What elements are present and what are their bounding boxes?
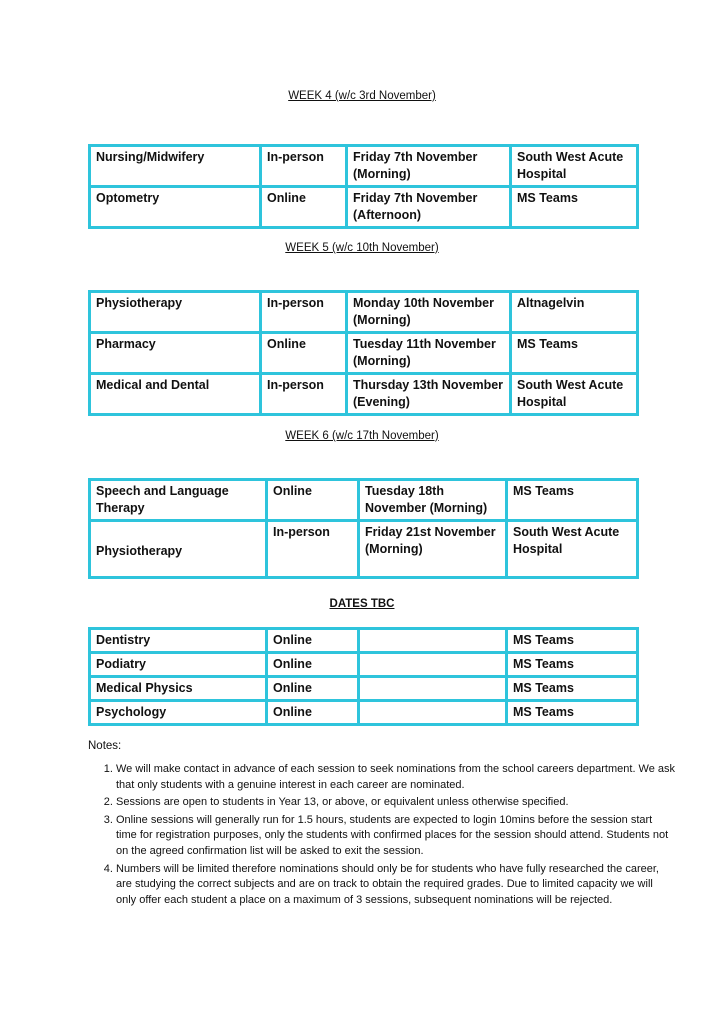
location-cell: Altnagelvin	[511, 292, 638, 333]
notes-title: Notes:	[88, 740, 122, 752]
mode-cell: Online	[267, 677, 359, 701]
mode-cell: Online	[267, 480, 359, 521]
career-cell: Physiotherapy	[90, 292, 261, 333]
career-cell: Psychology	[90, 701, 267, 725]
career-cell: Medical and Dental	[90, 374, 261, 415]
career-cell: Pharmacy	[90, 333, 261, 374]
date-cell	[359, 677, 507, 701]
location-cell: MS Teams	[511, 333, 638, 374]
table-row	[90, 374, 638, 415]
career-cell: Nursing/Midwifery	[90, 146, 261, 187]
week6-heading: WEEK 6 (w/c 17th November)	[285, 430, 439, 442]
career-cell: Physiotherapy	[90, 521, 267, 578]
table-row	[90, 292, 638, 333]
table-row	[90, 653, 638, 677]
mode-cell: Online	[267, 629, 359, 653]
tbc-heading: DATES TBC	[329, 598, 395, 610]
week4-table	[88, 144, 639, 229]
mode-cell: Online	[261, 187, 347, 228]
mode-cell: In-person	[261, 146, 347, 187]
table-row	[90, 333, 638, 374]
note-item: 4. Numbers will be limited therefore nominations should only be for students who have fully researched the career, are studying the correct subjects and are on track to obtain the required grades. Due to limited capacity we will only offer each student a place on a maximum of 3 sessions, subsequent nominations will be rejected.	[116, 862, 676, 909]
career-cell: Podiatry	[90, 653, 267, 677]
date-cell	[359, 653, 507, 677]
location-cell: MS Teams	[507, 677, 638, 701]
table-row	[90, 677, 638, 701]
table-row	[90, 480, 638, 521]
tbc-table	[88, 627, 639, 726]
location-cell: South West Acute Hospital	[511, 146, 638, 187]
location-cell: MS Teams	[511, 187, 638, 228]
mode-cell: Online	[267, 653, 359, 677]
location-cell: MS Teams	[507, 653, 638, 677]
date-cell: Friday 7th November (Morning)	[347, 146, 511, 187]
note-item: 3. Online sessions will generally run for 1.5 hours, students are expected to login 10mins before the session start time for registration purposes, only the students with confirmed places for the session should attend. Students not on the agreed confirmation list will be asked to exit the session.	[116, 813, 676, 860]
week4-heading: WEEK 4 (w/c 3rd November)	[288, 90, 436, 102]
location-cell: South West Acute Hospital	[511, 374, 638, 415]
mode-cell: In-person	[267, 521, 359, 578]
table-row	[90, 521, 638, 578]
note-item: 1. We will make contact in advance of each session to seek nominations from the school careers department. We ask that only students with a genuine interest in each career are nominated.	[116, 762, 676, 793]
career-cell: Speech and Language Therapy	[90, 480, 267, 521]
table-row	[90, 629, 638, 653]
career-cell: Medical Physics	[90, 677, 267, 701]
date-cell: Friday 21st November (Morning)	[359, 521, 507, 578]
date-cell: Tuesday 18th November (Morning)	[359, 480, 507, 521]
location-cell: MS Teams	[507, 701, 638, 725]
location-cell: MS Teams	[507, 480, 638, 521]
date-cell	[359, 701, 507, 725]
date-cell: Tuesday 11th November (Morning)	[347, 333, 511, 374]
week5-heading: WEEK 5 (w/c 10th November)	[285, 242, 439, 254]
notes-list	[88, 762, 676, 910]
date-cell: Thursday 13th November (Evening)	[347, 374, 511, 415]
career-cell: Dentistry	[90, 629, 267, 653]
table-row	[90, 701, 638, 725]
week6-table	[88, 478, 639, 579]
location-cell: MS Teams	[507, 629, 638, 653]
career-cell: Optometry	[90, 187, 261, 228]
table-row	[90, 187, 638, 228]
location-cell: South West Acute Hospital	[507, 521, 638, 578]
table-row	[90, 146, 638, 187]
date-cell: Monday 10th November (Morning)	[347, 292, 511, 333]
mode-cell: Online	[261, 333, 347, 374]
note-item: 2. Sessions are open to students in Year 13, or above, or equivalent unless otherwise specified.	[116, 795, 676, 811]
date-cell: Friday 7th November (Afternoon)	[347, 187, 511, 228]
week5-table	[88, 290, 639, 416]
mode-cell: In-person	[261, 292, 347, 333]
date-cell	[359, 629, 507, 653]
mode-cell: Online	[267, 701, 359, 725]
mode-cell: In-person	[261, 374, 347, 415]
